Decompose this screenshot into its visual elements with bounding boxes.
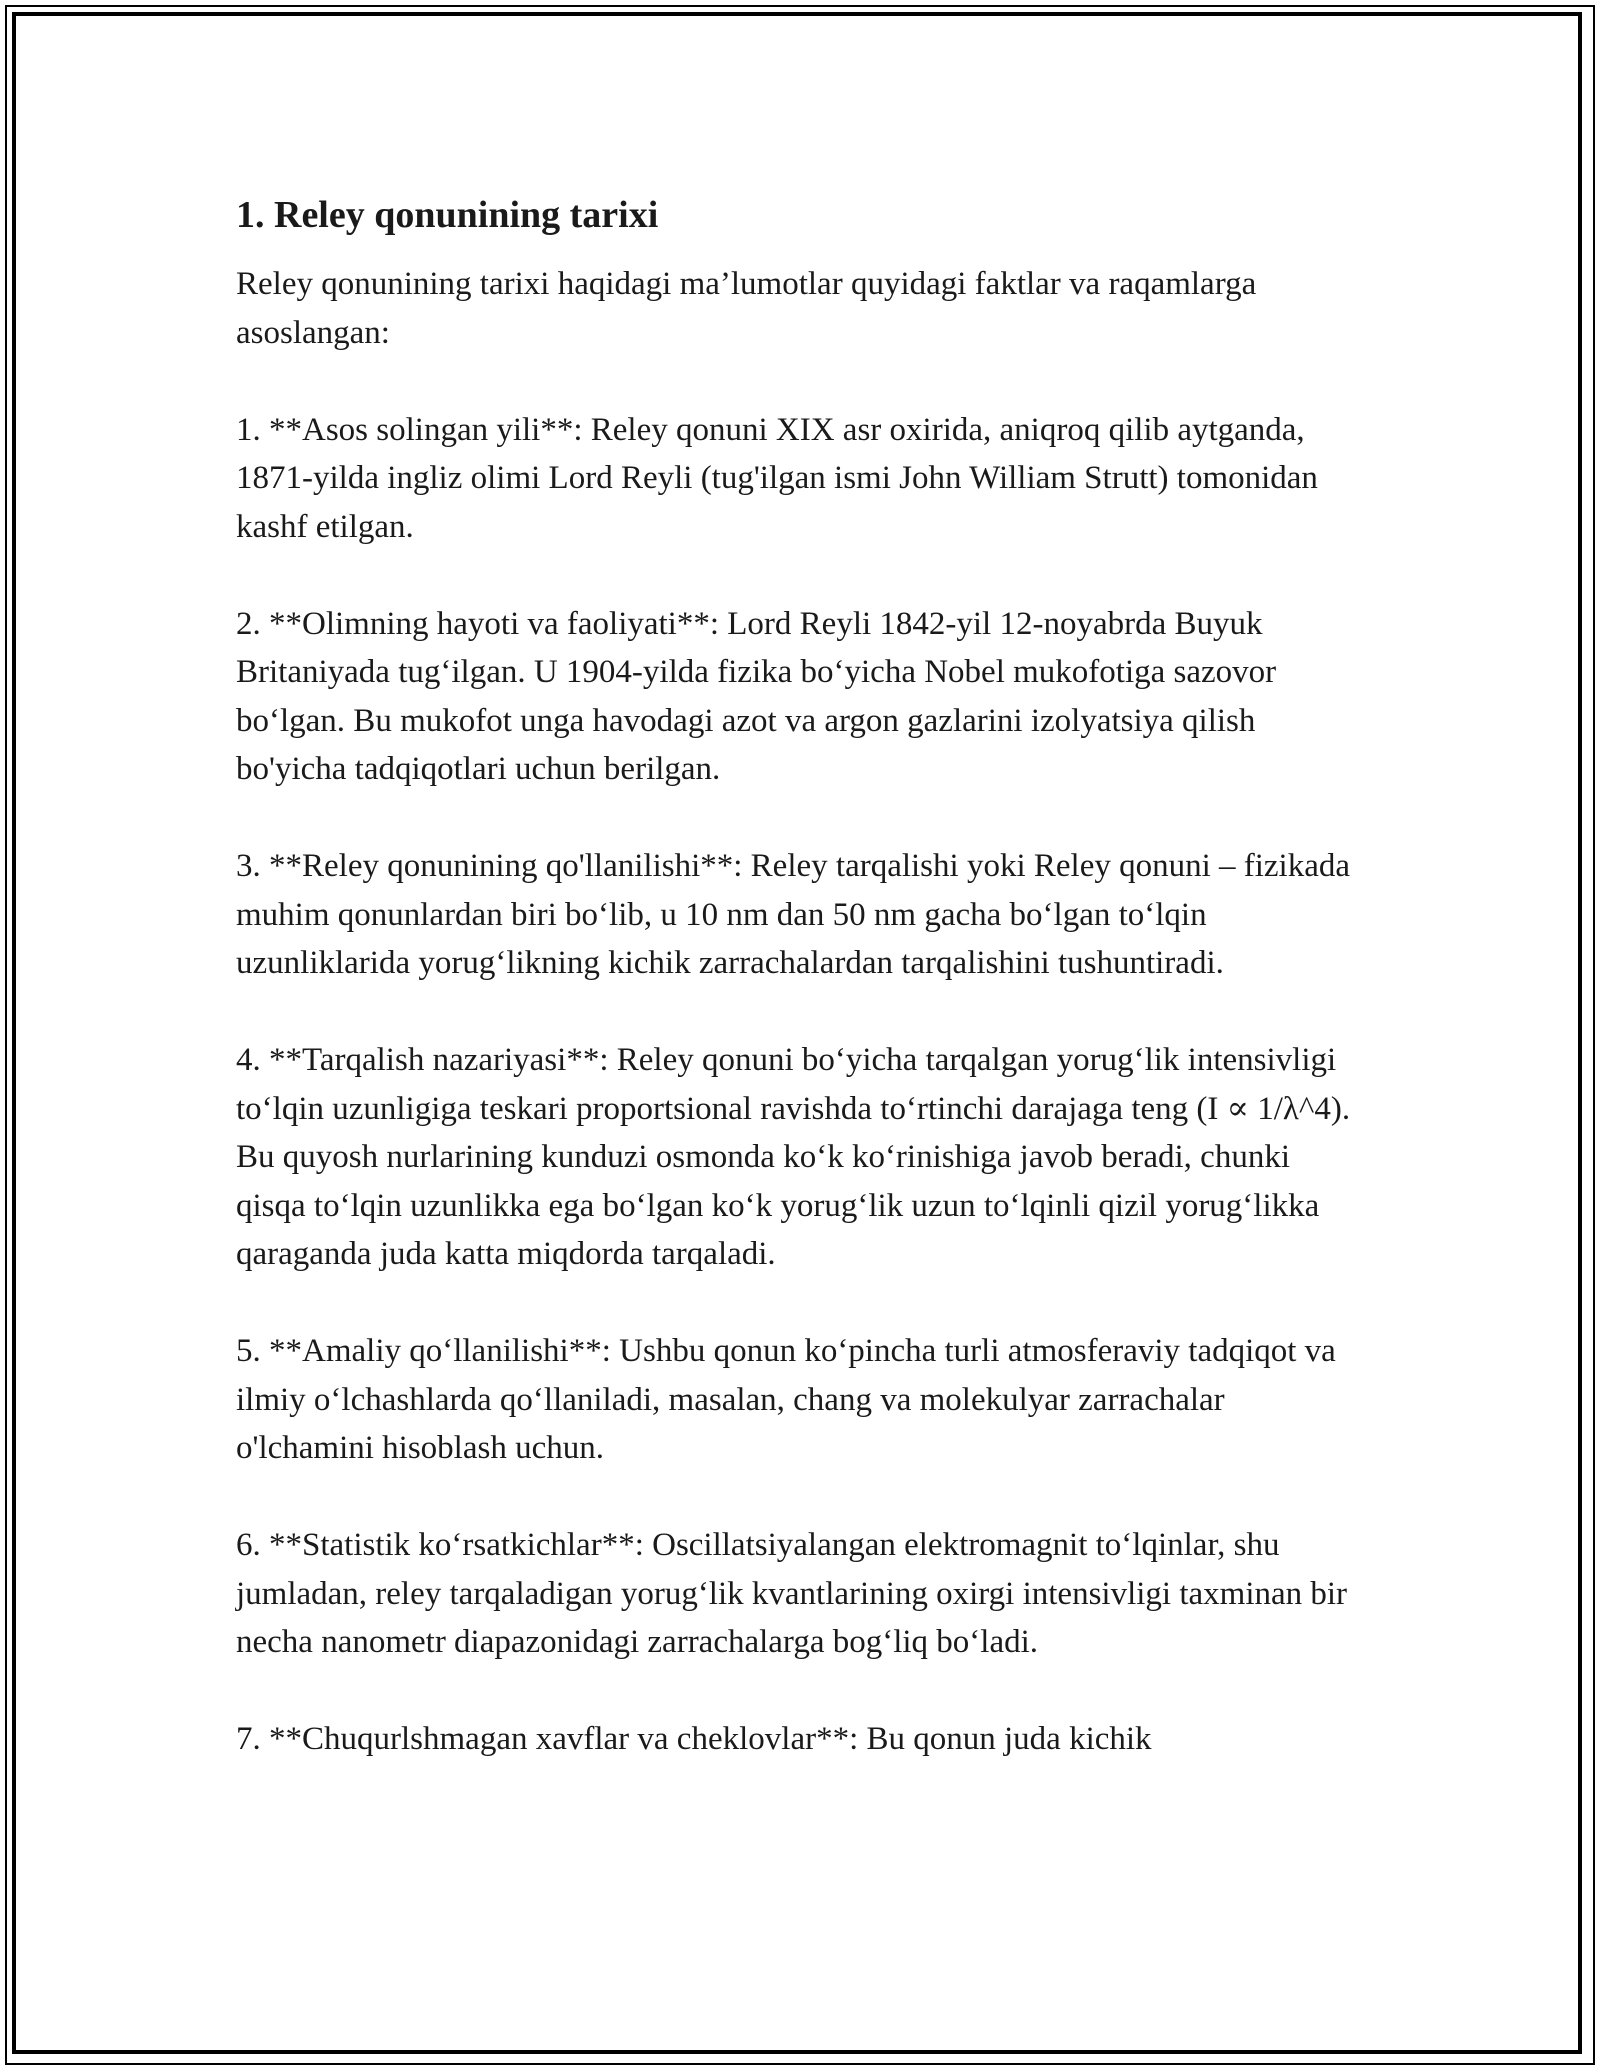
list-item-7: 7. **Chuqurlshmagan xavflar va cheklovlar**: Bu qonun juda kichik <box>236 1721 1152 1757</box>
list-item-3: 3. **Reley qonunining qo'llanilishi**: Reley tarqalishi yoki Reley qonuni – fizikada muhim qonunlardan biri bo‘lib, u 10 nm dan 50 nm gacha bo‘lgan to‘lqin uzunliklarida yorug‘likning kichik zarrachalardan tarqalishini tushuntiradi. <box>236 848 1351 981</box>
list-item-1: 1. **Asos solingan yili**: Reley qonuni XIX asr oxirida, aniqroq qilib aytganda, 1871-yilda ingliz olimi Lord Reyli (tug'ilgan ismi John William Strutt) tomonidan kashf etilgan. <box>236 411 1318 545</box>
list-item-2: 2. **Olimning hayoti va faoliyati**: Lord Reyli 1842-yil 12-noyabrda Buyuk Britaniyada tug‘ilgan. U 1904-yilda fizika bo‘yicha Nobel mukofotiga sazovor bo‘lgan. Bu mukofot unga havodagi azot va argon gazlarini izolyatsiya qilish bo'yicha tadqiqotlari uchun berilgan. <box>236 605 1277 787</box>
document-body <box>236 178 1366 1812</box>
list-item-5: 5. **Amaliy qo‘llanilishi**: Ushbu qonun ko‘pincha turli atmosferaviy tadqiqot va ilmiy o‘lchashlarda qo‘llaniladi, masalan, chang va molekulyar zarrachalar o'lchamini hisoblash uchun. <box>236 1333 1336 1466</box>
list-item-4: 4. **Tarqalish nazariyasi**: Reley qonuni bo‘yicha tarqalgan yorug‘lik intensivligi to‘lqin uzunligiga teskari proportsional ravishda to‘rtinchi darajaga teng (I ∝ 1/λ^4). Bu quyosh nurlarining kunduzi osmonda ko‘k ko‘rinishiga javob beradi, chunki qisqa to‘lqin uzunlikka ega bo‘lgan ko‘k yorug‘lik uzun to‘lqinli qizil yorug‘likka qaraganda juda katta miqdorda tarqaladi. <box>236 1042 1351 1272</box>
section-heading: 1. Reley qonunining tarixi <box>236 194 659 236</box>
intro-paragraph: Reley qonunining tarixi haqidagi ma’lumotlar quyidagi faktlar va raqamlarga asoslangan: <box>236 266 1257 351</box>
list-item-6: 6. **Statistik ko‘rsatkichlar**: Oscillatsiyalangan elektromagnit to‘lqinlar, shu jumladan, reley tarqaladigan yorug‘lik kvantlarining oxirgi intensivligi taxminan bir necha nanometr diapazonidagi zarrachalarga bog‘liq bo‘ladi. <box>236 1527 1348 1660</box>
